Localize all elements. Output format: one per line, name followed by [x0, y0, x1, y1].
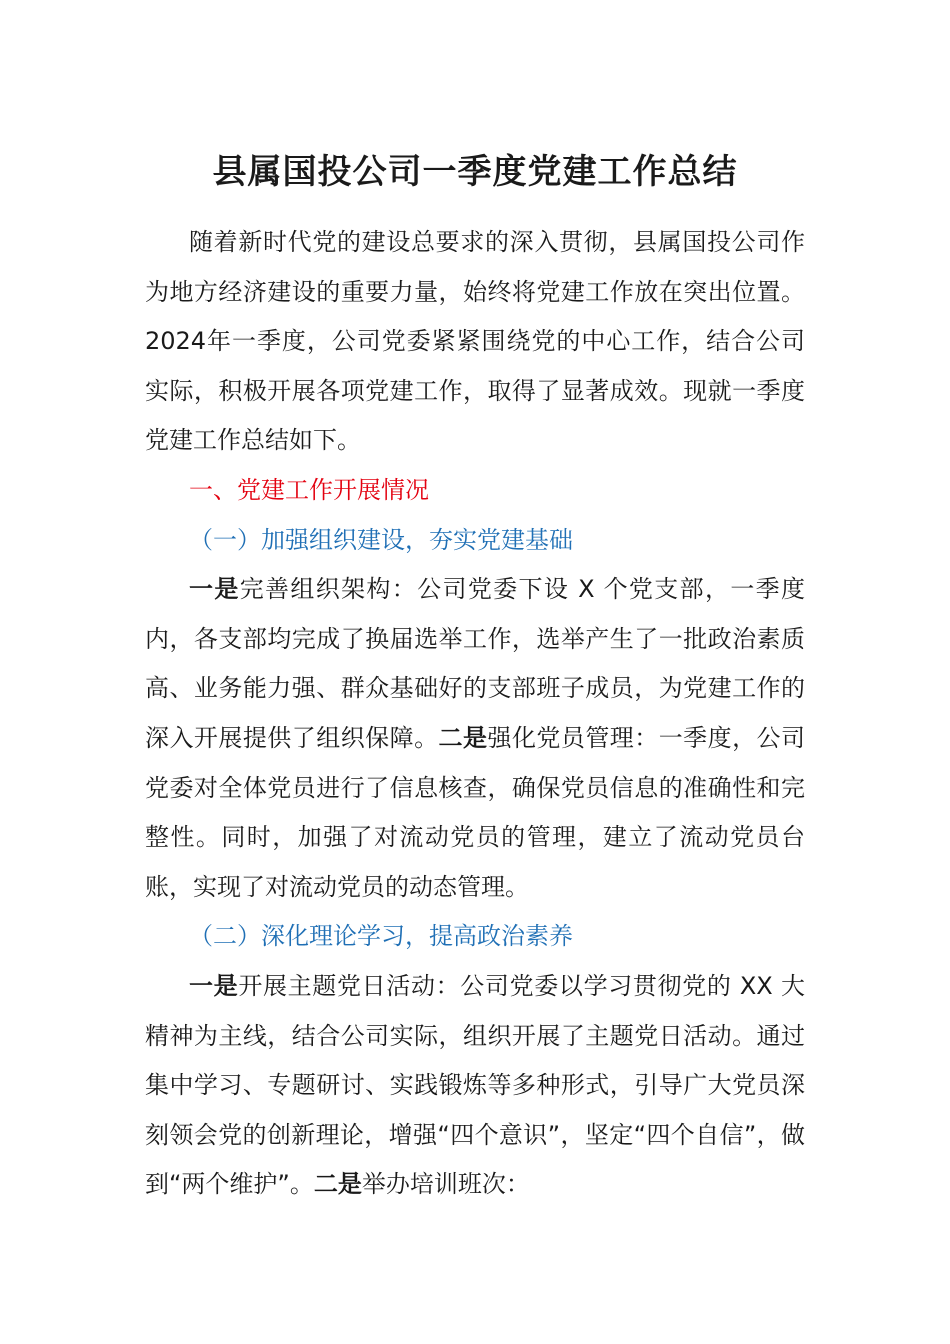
document-title: 县属国投公司一季度党建工作总结 [212, 152, 738, 192]
subsection-1-paragraph [145, 565, 805, 912]
lead-phrase: 一是 [189, 575, 240, 604]
paragraph-text: 强化党员管理：一季度，公司党委对全体党员进行了信息核查，确保党员信息的准确性和完整性。同时，加强了对流动党员的管理，建立了流动党员台账，实现了对流动党员的动态管理。 [145, 723, 806, 901]
lead-phrase: 二是 [313, 1170, 362, 1199]
subsection-2-paragraph [145, 962, 805, 1210]
subsection-heading-1: （一）加强组织建设，夯实党建基础 [189, 525, 573, 554]
lead-phrase: 二是 [438, 723, 488, 752]
subsection-heading-2: （二）深化理论学习，提高政治素养 [189, 922, 573, 951]
paragraph-text: 举办培训班次： [361, 1170, 530, 1199]
paragraph-text: 开展主题党日活动：公司党委以学习贯彻党的 XX 大精神为主线，结合公司实际，组织开展了主题党日活动。通过集中学习、专题研讨、实践锻炼等多种形式，引导广大党员深刻领会党的创新理论，增强“四个意识”，坚定“四个自信”，做到“两个维护”。 [145, 971, 806, 1199]
document-body [145, 218, 805, 1210]
section-heading-1: 一、党建工作开展情况 [189, 475, 429, 504]
lead-phrase: 一是 [189, 971, 239, 1000]
paragraph-text: 完善组织架构：公司党委下设 X 个党支部，一季度内，各支部均完成了换届选举工作，选举产生了一批政治素质高、业务能力强、群众基础好的支部班子成员，为党建工作的深入开展提供了组织保障。 [145, 575, 806, 752]
intro-paragraph: 随着新时代党的建设总要求的深入贯彻，县属国投公司作为地方经济建设的重要力量，始终将党建工作放在突出位置。2024年一季度，公司党委紧紧围绕党的中心工作，结合公司实际，积极开展各项党建工作，取得了显著成效。现就一季度党建工作总结如下。 [145, 228, 805, 455]
